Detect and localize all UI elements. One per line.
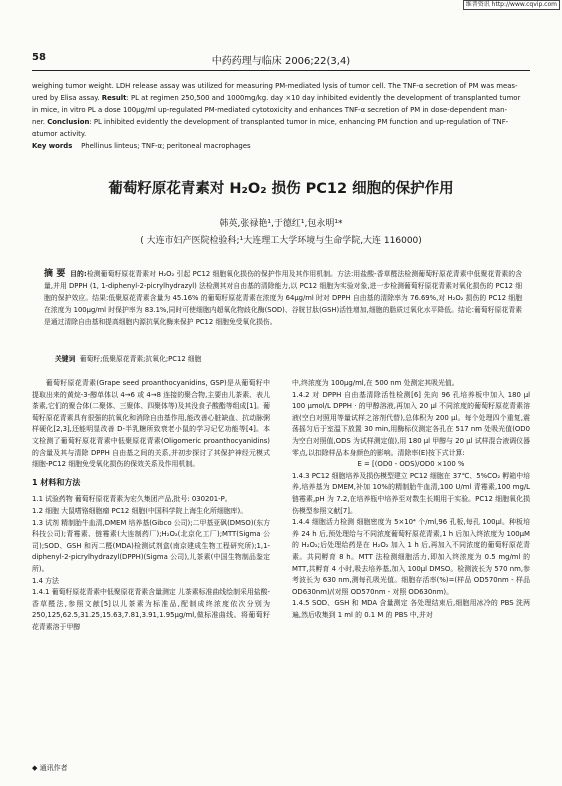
abstract-body: 检测葡萄籽原花青素对 H₂O₂ 引起 PC12 细胞氧化损伤的保护作用及其作用机制。方法:用盐酸-香草醛法检测葡萄籽原花青素中低聚花青素的含量,并用 DPPH (1, 1-diphenyl-2-picrylhydrazyl) 法检测其对自由基的清除能力,以 PC12 细胞为实验对象,进一步检测葡萄籽原花青素对氧化损伤的 PC12 细胞的保护效应。结果:低聚原花青素含量为 45.16% 的葡萄籽原花青素在浓度为 64μg/ml 时对 DPPH 自由基的清除率为 76.69%,对 H₂O₂ 损伤的 PC12 细胞在浓度为 100μg/ml 时保护率为 83.1%,同时可使细胞内超氧化物歧化酶(SOD)、谷胱甘肽(GSH)活性增加,细胞的脂质过氧化水平降低。结论:葡萄籽原花青素是通过清除自由基和提高细胞内源抗氧化酶来保护 PC12 细胞免受氧化损伤。 <box>44 270 523 326</box>
affiliation: ( 大连市妇产医院检验科;¹大连理工大学环境与生命学院,大连 116000) <box>140 236 422 246</box>
english-keywords <box>32 140 530 152</box>
keywords-text: Phellinus linteus; TNF-α; peritoneal macrophages <box>81 142 251 150</box>
paragraph-continued: 中,终浓度为 100μg/ml,在 500 nm 处测定其吸光值。 <box>292 379 459 387</box>
right-column <box>292 378 530 621</box>
left-column <box>32 378 270 633</box>
english-abstract-line-4 <box>32 116 530 128</box>
keywords-label: Key words <box>32 142 73 150</box>
source-badge: 维普资讯 http://www.cqvip.com <box>463 0 560 10</box>
english-abstract-line-2 <box>32 92 530 104</box>
english-abstract-line-3: in mice, in vitro PL a dose 100μg/ml up-regulated PM-mediated cytotoxicity and enhances TNF-α secretion of PM in dose-dependent man- <box>32 106 508 114</box>
paragraph-1-4-1: 1.4.1 葡萄籽原花青素中低聚原花青素含量测定 儿茶素标准曲线绘制采用盐酸-香草醛法,参照文献[5]以儿茶素为标准品,配制成终浓度依次分别为 250,125,62.5,31.25,15.63,7.81,3.91,1.95μg/ml,做标准曲线。将葡萄籽花青素溶于甲醇 <box>32 588 271 631</box>
page-number: 58 <box>32 52 46 63</box>
abstract-label: 摘 要 <box>44 269 66 279</box>
english-abstract-line-5: αtumor activity. <box>32 130 87 138</box>
intro-paragraph: 葡萄籽原花青素(Grape seed proanthocyanidins, GSP)是从葡萄籽中提取出来的黄烷-3-醇单体以 4→6 或 4→8 连接的聚合物,主要由儿茶素、表儿茶素,它们的聚合体(二聚体、三聚体、四聚体等)及其没食子酸酯等组成[1]。葡萄籽原花青素具有很强的抗氧化和消除自由基作用,能改善心脏缺血、抗动脉粥样硬化[2,3],还能明显改善 D-半乳糖所致衰老小鼠的学习记忆功能等[4]。本文检测了葡萄籽原花青素中低聚原花青素(Oligomeric proanthocyanidins)的含量及其与清除 DPPH 自由基之间的关系,并初步探讨了其保护神经元模式细胞-PC12 细胞免受氧化损伤的保效关系及作用机制。 <box>32 379 270 469</box>
authors: 韩英,张禄艳¹,于德红¹,包永明¹* <box>219 219 343 229</box>
keywords-cn-label: 关键词 <box>55 355 76 363</box>
section-heading: 1 材料和方法 <box>32 477 81 487</box>
paragraph-1-4: 1.4 方法 <box>32 576 59 585</box>
keywords-cn-text: 葡萄籽;低聚原花青素;抗氧化;PC12 细胞 <box>79 355 202 363</box>
abstract-text: : PL at regimen 250,500 and 1000mg/kg. day ×10 day inhibited evidently the development of transplanted tumor <box>126 94 521 102</box>
chinese-keywords <box>55 353 201 363</box>
paragraph-1-4-3: 1.4.3 PC12 细胞培养及损伤模型建立 PC12 细胞在 37℃、5%CO₂ 孵箱中培养,培养基为 DMEM,补加 10%的精制胎牛血清,100 U/ml 青霉素,100 mg/L 链霉素,pH 为 7.2,在培养瓶中培养至对数生长期用于实验。PC12 细胞氧化损伤模型参照文献[7]。 <box>292 471 530 515</box>
paragraph-1-4-4: 1.4.4 细胞活力检测 细胞密度为 5×10⁴ 个/ml,96 孔板,每孔 100μl。种板培养 24 h 后,预处理给与不同浓度葡萄籽原花青素,1 h 后加入终浓度为 100μM 的 H₂O₂;后处理给药是在 H₂O₂ 加入 1 h 后,再加入不同浓度的葡萄籽原花青素。共同孵育 8 h。MTT 法检测细胞活力,即加入终浓度为 0.5 mg/ml 的 MTT,共孵育 4 小时,吸去培养基,加入 100μl DMSO。检测波长为 570 nm,参考波长为 630 nm,测每孔吸光值。细胞存活率(%)=(样品 OD570nm - 样品 OD630nm)/(对照 OD570nm - 对照 OD630nm)。 <box>292 518 530 596</box>
paragraph-1-4-5: 1.4.5 SOD、GSH 和 MDA 含量测定 各处理结束后,细胞用冰冷的 PBS 洗两遍,然后收集到 1 ml 的 0.1 M 的 PBS 中,并对 <box>292 599 530 619</box>
paragraph-1-2: 1.2 细胞 大鼠嗜铬细胞瘤 PC12 细胞(中国科学院上海生化所细胞库)。 <box>32 506 248 515</box>
objective-label: 目的: <box>70 270 87 278</box>
paragraph-1-4-2: 1.4.2 对 DPPH 自由基清除活性检测[6] 先向 96 孔培养板中加入 180 μl 100 μmol/L DPPH · 的甲醇溶液,再加入 20 μl 不同浓度的葡萄籽原花青素溶液(空白对照用等量试样之溶剂代替),总体积为 200 μl。每个处理四个重复,震荡摇匀后于室温下放置 30 min,用酶标仪测定各孔在 517 nm 处吸光值(OD0 为空白对照值,ODS 为试样测定值),用 180 μl 甲醇与 20 μl 试样混合液调仪器零点,以扣除样品本身颜色的影响。清除率(E)按下式计算: <box>292 390 530 457</box>
abstract-text: ured by Elisa assay. <box>32 94 100 102</box>
page-header <box>32 52 530 71</box>
abstract-text: : PL inhibited evidently the development of transplanted tumor in mice, enhancing PM function and up-regulation of TNF- <box>89 118 509 126</box>
paragraph-1-3: 1.3 试剂 精制胎牛血清,DMEM 培养基(Gibco 公司);二甲基亚砜(DMSO)(东方科技公司);青霉素、链霉素(大连制药厂);H₂O₂(北京化工厂);MTT(Sigma 公司);SOD、GSH 和丙二醛(MDA)检测试剂盒(南京建成生物工程研究所);1,1-diphenyl-2-picrylhydrazyl(DPPH)(Sigma 公司),儿茶素(中国生物制品鉴定所)。 <box>32 518 270 573</box>
conclusion-label: Conclusion <box>47 118 90 126</box>
corresponding-author-note: ◆ 通讯作者 <box>32 764 68 772</box>
journal-name: 中药药理与临床 2006;22(3,4) <box>211 56 351 67</box>
english-abstract-line-1: weighing tumor weight. LDH release assay was utilized for measuring PM-mediated lysis of tumor cell. The TNF-α secretion of PM was meas- <box>32 82 518 90</box>
abstract-text: ner. <box>32 118 45 126</box>
article-title: 葡萄籽原花青素对 H₂O₂ 损伤 PC12 细胞的保护作用 <box>108 181 454 197</box>
formula: E = [(OD0 - ODS)/OD0 ×100 % <box>357 460 465 469</box>
paragraph-1-1: 1.1 试验药物 葡萄籽原花青素为宏久集团产品,批号: 030201-P。 <box>32 495 232 504</box>
result-label: Result <box>101 94 127 102</box>
chinese-abstract <box>44 268 522 328</box>
